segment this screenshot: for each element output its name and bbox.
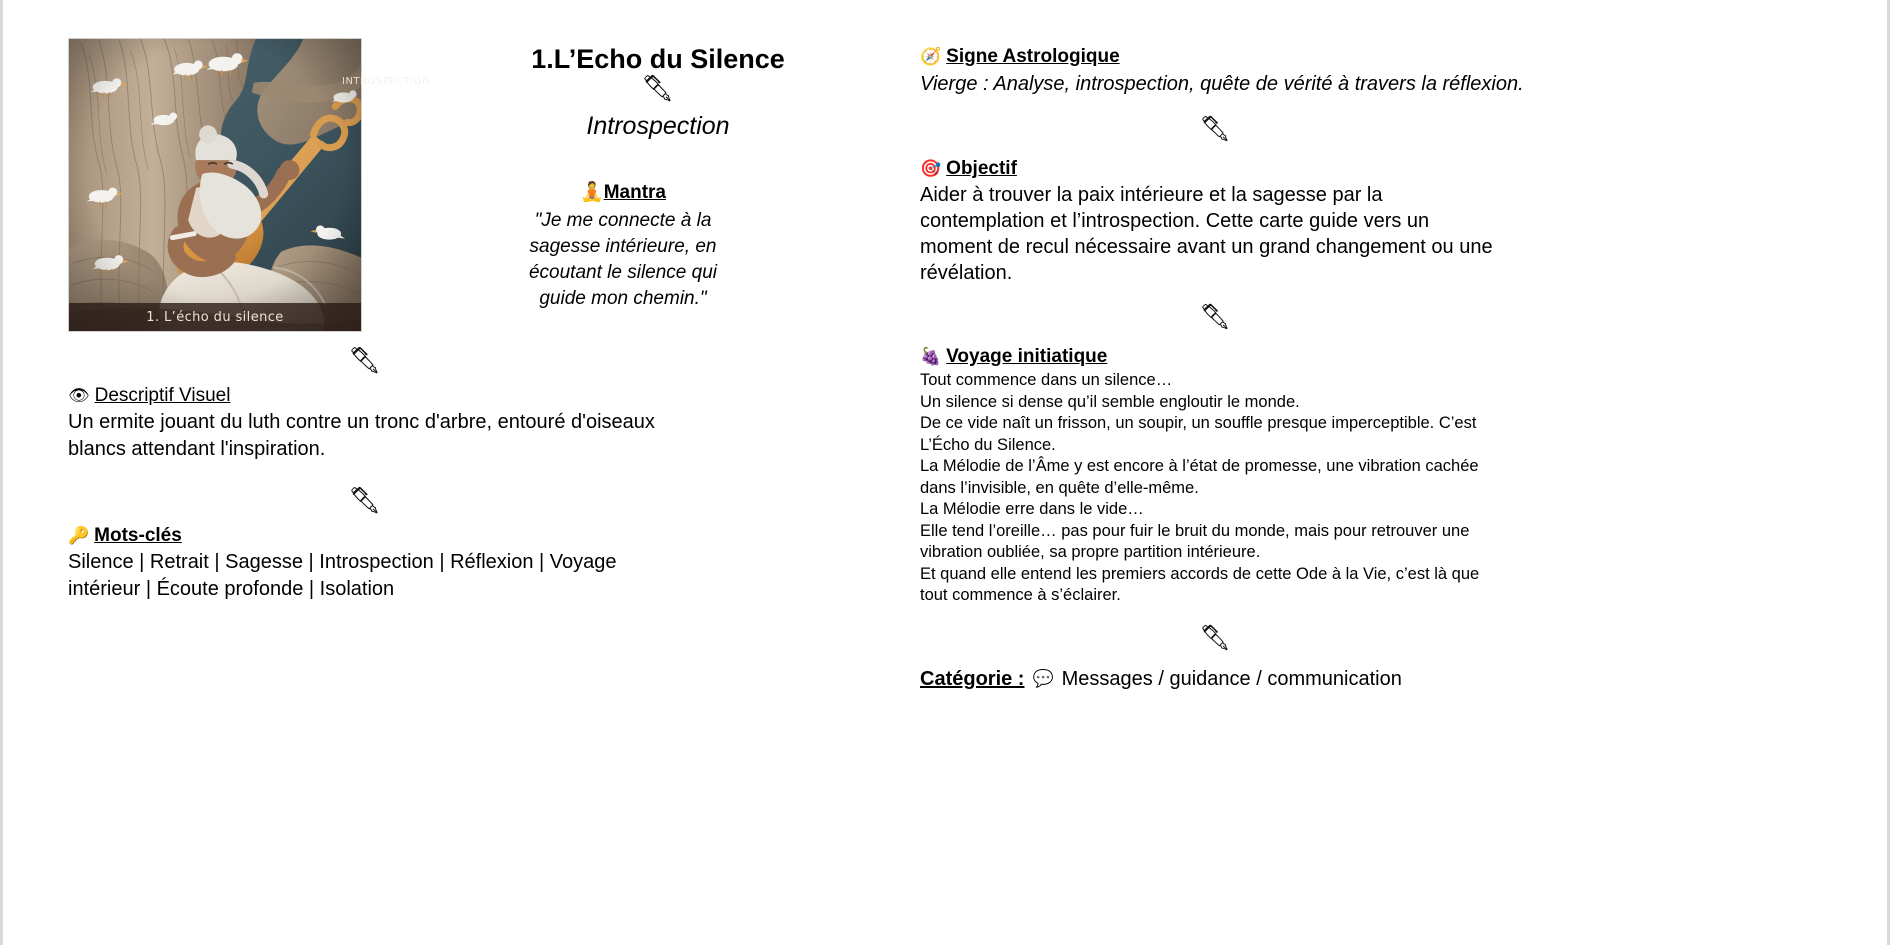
- compass-icon: 🧭: [920, 47, 942, 67]
- signe-astrologique-heading: [920, 44, 1520, 70]
- mots-cles-section: [68, 523, 628, 603]
- mantra-label: Mantra: [603, 182, 666, 203]
- meditation-icon: 🧘: [580, 182, 604, 203]
- categorie-value: Messages / guidance / communication: [1061, 667, 1402, 690]
- feather-quill-icon: 🖋: [641, 74, 675, 104]
- feather-quill-icon: 🖋: [348, 346, 382, 376]
- divider-categorie: [920, 607, 1510, 665]
- speech-bubble-icon: 💬: [1032, 668, 1054, 689]
- signe-astrologique-section: [920, 44, 1524, 98]
- mantra-text: "Je me connecte à la sagesse intérieure, en écoutant le silence qui guide mon chemin.": [528, 210, 717, 309]
- feather-quill-icon: 🖋: [348, 486, 382, 516]
- categorie-label: Catégorie :: [920, 667, 1025, 690]
- objectif-label: Objectif: [946, 158, 1017, 179]
- page-left-rule: [0, 0, 3, 945]
- signe-astrologique-label: Signe Astrologique: [946, 46, 1120, 67]
- voyage-paragraph: La Mélodie de l’Âme y est encore à l’état de promesse, une vibration cachée dans l’invisible, en quête d’elle-même.: [920, 457, 1479, 497]
- voyage-paragraph: Tout commence dans un silence…: [920, 371, 1173, 389]
- voyage-initiatique-section: [920, 344, 1520, 607]
- divider-objectif: [920, 98, 1510, 156]
- card-subtitle: Introspection: [586, 112, 730, 140]
- card-title-block: [448, 42, 868, 142]
- objectif-text: Aider à trouver la paix intérieure et la sagesse par la contemplation et l’introspection. Cette carte guide vers un moment de recul nécessaire avant un grand changement ou une révélation.: [920, 184, 1493, 284]
- objectif-section: [920, 156, 1520, 286]
- descriptif-visuel-label: Descriptif Visuel: [94, 385, 231, 406]
- categorie-section: [920, 665, 1520, 693]
- feather-quill-icon: 🖋: [1199, 114, 1231, 143]
- voyage-paragraph: La Mélodie erre dans le vide…: [920, 500, 1144, 518]
- voyage-paragraph: Elle tend l’oreille… pas pour fuir le bruit du monde, mais pour retrouver une vibration oubliée, sa propre partition intérieure.: [920, 521, 1470, 561]
- mots-cles-heading: [68, 523, 628, 549]
- divider-title: [448, 76, 868, 110]
- right-column: [920, 44, 1524, 693]
- voyage-initiatique-text: [920, 370, 1510, 607]
- grapes-icon: 🍇: [920, 347, 942, 367]
- descriptif-visuel-heading: [68, 383, 668, 409]
- target-icon: 🎯: [920, 159, 942, 179]
- voyage-paragraph: Un silence si dense qu’il semble engloutir le monde.: [920, 392, 1300, 411]
- eye-icon: 👁: [68, 386, 90, 406]
- divider-voyage: [920, 286, 1510, 344]
- page-title: 1.L’Echo du Silence: [531, 44, 785, 74]
- voyage-paragraph: De ce vide naît un frisson, un soupir, un souffle presque imperceptible. C’est L’Écho du Silence.: [920, 414, 1477, 454]
- voyage-initiatique-label: Voyage initiatique: [946, 346, 1108, 367]
- illustration-side-text: INTROSPECTION: [342, 76, 430, 87]
- descriptif-visuel-section: [68, 383, 668, 463]
- divider-motscles: [348, 488, 381, 514]
- illustration-caption: 1. L’écho du silence: [69, 303, 361, 331]
- divider-descriptif: [348, 348, 381, 374]
- key-icon: 🔑: [68, 526, 90, 546]
- feather-quill-icon: 🖋: [1199, 622, 1231, 652]
- mots-cles-text: Silence | Retrait | Sagesse | Introspection | Réflexion | Voyage intérieur | Écoute profonde | Isolation: [68, 551, 617, 600]
- feather-quill-icon: 🖋: [1199, 302, 1231, 331]
- objectif-heading: [920, 156, 1520, 182]
- voyage-paragraph: Et quand elle entend les premiers accords de cette Ode à la Vie, c’est là que tout commence à s’éclairer.: [920, 564, 1480, 604]
- descriptif-visuel-text: Un ermite jouant du luth contre un tronc d'arbre, entouré d'oiseaux blancs attendant l'inspiration.: [68, 411, 655, 460]
- voyage-initiatique-heading: [920, 344, 1520, 370]
- mots-cles-label: Mots-clés: [94, 525, 182, 546]
- mantra-heading: [520, 180, 726, 206]
- mantra-section: [520, 180, 726, 312]
- card-illustration[interactable]: [68, 38, 430, 332]
- signe-astrologique-text: Vierge : Analyse, introspection, quête de vérité à travers la réflexion.: [920, 73, 1524, 95]
